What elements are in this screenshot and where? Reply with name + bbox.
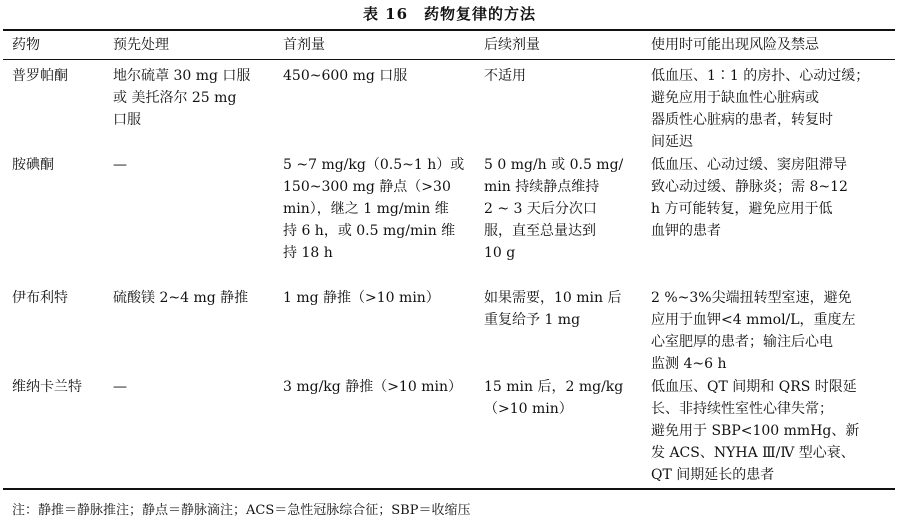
row-1-drug: 胺碘酮 [12, 157, 54, 173]
row-0-risks: 低血压、1∶1 的房扑、心动过缓； 避免应用于缺血性心脏病或 器质性心脏病的患者，转复时 间延迟 [651, 68, 870, 150]
header-drug: 药物 [12, 37, 40, 53]
row-1-pretreatment: — [113, 157, 127, 173]
row-1-follow-dose: 5 0 mg/h 或 0.5 mg/ min 持续静点维持 2 ~ 3 天后分次口 服，直至总量达到 10 g [484, 157, 624, 261]
row-3-pretreatment: — [113, 379, 127, 395]
header-first-dose: 首剂量 [283, 37, 325, 53]
header-pretreatment: 预先处理 [113, 37, 169, 53]
row-0-follow-dose: 不适用 [484, 68, 526, 84]
row-3-risks: 低血压、QT 间期和 QRS 时限延 长、非持续性室性心律失常； 避免用于 SBP<100 mmHg、新 发 ACS、NYHA Ⅲ/Ⅳ 型心衰、 QT 间期延长的患者 [651, 379, 860, 483]
table-title: 表 16 药物复律的方法 [362, 5, 537, 23]
row-0-first-dose: 450~600 mg 口服 [283, 68, 408, 84]
header-risks: 使用时可能出现风险及禁忌 [651, 37, 819, 53]
row-2-follow-dose: 如果需要，10 min 后 重复给予 1 mg [484, 290, 622, 328]
table-bottom-rule [3, 488, 895, 490]
row-3-first-dose: 3 mg/kg 静推（>10 min） [283, 379, 462, 395]
row-2-pretreatment: 硫酸镁 2~4 mg 静推 [113, 290, 249, 306]
header-divider-rule [3, 59, 895, 60]
table-footnote: 注：静推＝静脉推注；静点＝静脉滴注；ACS＝急性冠脉综合征；SBP＝收缩压 [12, 503, 471, 518]
row-0-drug: 普罗帕酮 [12, 68, 68, 84]
row-2-drug: 伊布利特 [12, 290, 68, 306]
row-0-pretreatment: 地尔硫䓬 30 mg 口服 或 美托洛尔 25 mg 口服 [113, 68, 251, 128]
table-top-rule [3, 29, 895, 31]
row-2-risks: 2 %~3%尖端扭转型室速，避免 应用于血钾<4 mmol/L，重度左 心室肥厚的患者；输注后心电 监测 4~6 h [651, 290, 856, 372]
row-1-risks: 低血压、心动过缓、窦房阻滞导 致心动过缓、静脉炎；需 8~12 h 方可能转复，避免应用于低 血钾的患者 [651, 157, 848, 239]
row-3-follow-dose: 15 min 后，2 mg/kg （>10 min） [484, 379, 624, 417]
row-1-first-dose: 5 ~7 mg/kg（0.5~1 h）或 150~300 mg 静点（>30 min），继之 1 mg/min 维 持 6 h，或 0.5 mg/min 维 持 18 h [283, 157, 465, 261]
header-follow-dose: 后续剂量 [484, 37, 540, 53]
row-3-drug: 维纳卡兰特 [12, 379, 82, 395]
row-2-first-dose: 1 mg 静推（>10 min） [283, 290, 440, 306]
